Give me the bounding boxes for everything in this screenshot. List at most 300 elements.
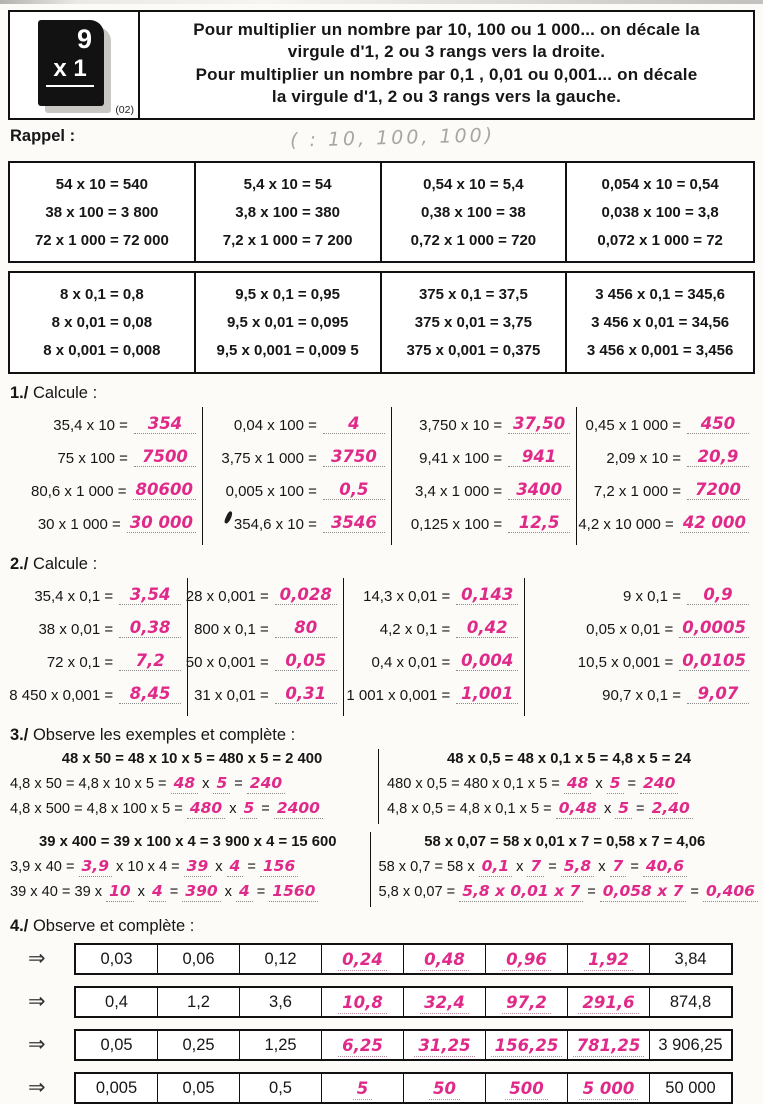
handwritten-part: 4 <box>149 882 166 902</box>
bold-example: 48 x 50 = 48 x 10 x 5 = 480 x 5 = 2 400 <box>61 750 323 767</box>
rule-line: Pour multiplier un nombre par 0,1 , 0,01 ou 0,001... on décale <box>195 64 698 84</box>
handwritten-answer: 3546 <box>323 515 385 534</box>
handwritten-answer: 781,25 <box>573 1036 645 1057</box>
flashcard <box>38 20 104 106</box>
rappel-column <box>196 163 382 261</box>
handwritten-part: 5,8 <box>561 857 594 877</box>
example-line: 0,38 x 100 = 38 <box>421 203 526 221</box>
problem <box>577 409 749 442</box>
problem-text: 3,75 x 1 000 = <box>221 449 317 467</box>
example-line: 3,8 x 100 = 380 <box>235 203 340 221</box>
problem <box>185 646 337 679</box>
flashcard-cell <box>10 12 140 118</box>
problem <box>14 580 181 613</box>
example-line: 0,72 x 1 000 = 720 <box>410 231 537 249</box>
rappel-column <box>10 163 196 261</box>
handwritten-cell <box>322 945 404 973</box>
sequence-table <box>74 1029 733 1061</box>
printed-part: = <box>627 775 637 792</box>
handwritten-part: 2400 <box>274 799 323 819</box>
problem <box>577 508 749 541</box>
handwritten-answer: 3750 <box>323 449 385 468</box>
printed-part: 4,8 x 500 = 4,8 x 100 x 5 = <box>10 800 183 817</box>
problem <box>203 442 385 475</box>
problem-text: 75 x 100 = <box>57 449 128 467</box>
section2-title <box>10 555 755 574</box>
handwritten-answer: 0,004 <box>456 653 518 672</box>
sequence-table <box>74 943 733 975</box>
handwritten-answer: 12,5 <box>508 515 570 534</box>
example-line: 8 x 0,01 = 0,08 <box>51 314 153 331</box>
exercise-line <box>10 774 374 792</box>
flashcard-bottom-number: x 1 <box>46 55 94 87</box>
example-column <box>371 832 756 907</box>
rule-line: virgule d'1, 2 ou 3 rangs vers la droite. <box>287 42 606 62</box>
handwritten-answer: 10,8 <box>338 993 387 1014</box>
exercise-line <box>10 799 374 817</box>
multiplication-flashcard-icon <box>38 20 122 116</box>
example-column <box>10 832 371 907</box>
example-line: 3 456 x 0,01 = 34,56 <box>591 314 730 331</box>
problem <box>392 409 570 442</box>
handwritten-part: 10 <box>106 882 134 902</box>
problem <box>188 679 337 712</box>
handwritten-answer: 1,92 <box>584 950 633 971</box>
handwritten-answer: 5 <box>353 1079 372 1100</box>
table-cell: 3 906,25 <box>658 1035 723 1054</box>
handwritten-part: 5 <box>213 774 230 794</box>
problem-text: 0,4 x 0,01 = <box>371 653 451 671</box>
problem <box>577 475 749 508</box>
problem <box>344 580 519 613</box>
problem <box>577 442 749 475</box>
table-cell: 0,05 <box>76 1031 158 1059</box>
table-cell: 0,5 <box>240 1074 322 1102</box>
printed-part: = <box>247 858 256 875</box>
problem-text: 9,41 x 100 = <box>419 449 503 467</box>
rappel-table-x10 <box>8 161 755 263</box>
section-label: Calcule : <box>32 554 98 573</box>
handwritten-cell <box>486 1031 568 1059</box>
exercise-column <box>525 578 755 716</box>
handwritten-cell <box>404 1074 486 1102</box>
printed-part: = <box>548 858 557 875</box>
handwritten-cell <box>486 945 568 973</box>
handwritten-answer: 20,9 <box>687 449 749 468</box>
problem-text: 28 x 0,001 = <box>185 587 269 605</box>
problem-text: 3,750 x 10 = <box>419 416 503 434</box>
problem-text: 4,2 x 0,1 = <box>379 620 451 638</box>
problem <box>392 442 570 475</box>
problem-text: 10,5 x 0,001 = <box>577 653 674 671</box>
printed-part: x <box>215 858 223 875</box>
rappel-label: Rappel : <box>10 127 76 145</box>
rappel-column <box>196 273 382 371</box>
exercise-column <box>344 578 526 716</box>
handwritten-answer: 97,2 <box>502 993 551 1014</box>
handwritten-answer: 0,9 <box>687 587 749 606</box>
handwritten-answer: 80 <box>275 620 337 639</box>
problem <box>525 613 749 646</box>
example-column <box>379 749 755 824</box>
double-arrow-icon: ⇒ <box>28 1033 46 1056</box>
rappel-column <box>567 163 753 261</box>
handwritten-answer: 4 <box>323 416 385 435</box>
example-line: 9,5 x 0,001 = 0,009 5 <box>216 341 359 359</box>
handwritten-part: 5 <box>615 799 632 819</box>
handwritten-answer: 31,25 <box>414 1036 474 1057</box>
handwritten-answer: 291,6 <box>578 993 638 1014</box>
handwritten-answer: 3400 <box>508 482 570 501</box>
rule-line: la virgule d'1, 2 ou 3 rangs vers la gauche. <box>271 87 622 107</box>
section-number: 2./ <box>10 554 29 573</box>
problem <box>14 646 181 679</box>
printed-part: = <box>256 883 266 900</box>
handwritten-answer: 37,50 <box>508 416 570 435</box>
double-arrow-icon: ⇒ <box>28 1076 46 1099</box>
sequence-row <box>28 1072 755 1104</box>
table-cell: 0,005 <box>76 1074 158 1102</box>
printed-part: = <box>169 883 179 900</box>
table-cell: 0,25 <box>158 1031 240 1059</box>
sequence-row <box>28 1029 755 1061</box>
sequence-table <box>74 986 733 1018</box>
printed-part: = <box>587 883 596 900</box>
printed-part: = <box>690 883 699 900</box>
problem-text: 72 x 0,1 = <box>46 653 114 671</box>
exercise-column <box>577 407 755 545</box>
problem-text: 30 x 1 000 = <box>37 515 121 533</box>
section3-title <box>10 726 755 745</box>
problem-text: 90,7 x 0,1 = <box>602 686 681 704</box>
problem <box>14 613 181 646</box>
handwritten-part: 240 <box>247 774 285 794</box>
handwritten-answer: 80600 <box>133 482 196 501</box>
handwritten-answer: 6,25 <box>338 1036 387 1057</box>
problem <box>344 679 519 712</box>
handwritten-part: 4 <box>227 857 244 877</box>
double-arrow-icon: ⇒ <box>28 947 46 970</box>
handwritten-answer: 9,07 <box>687 686 749 705</box>
bold-example: 48 x 0,5 = 48 x 0,1 x 5 = 4,8 x 5 = 24 <box>447 750 691 767</box>
problem-text: 35,4 x 10 = <box>53 416 128 434</box>
example-line: 3 456 x 0,001 = 3,456 <box>586 341 734 359</box>
sequence-row <box>28 986 755 1018</box>
example-line: 375 x 0,1 = 37,5 <box>418 286 528 304</box>
problem <box>203 409 385 442</box>
handwritten-part: 2,40 <box>649 799 693 819</box>
rule-text-cell <box>140 12 753 118</box>
handwritten-answer: 450 <box>687 416 749 435</box>
handwritten-answer: 7500 <box>134 449 196 468</box>
handwritten-part: 7 <box>610 857 627 877</box>
handwritten-answer: 0,42 <box>456 620 518 639</box>
handwritten-part: 0,1 <box>479 857 512 877</box>
example-line: 72 x 1 000 = 72 000 <box>34 231 169 249</box>
problem <box>525 580 749 613</box>
handwritten-answer: 0,24 <box>338 950 387 971</box>
problem-text: 9 x 0,1 = <box>623 587 681 605</box>
printed-part: 4,8 x 0,5 = 4,8 x 0,1 x 5 = <box>387 800 552 817</box>
section-label: Observe et complète : <box>32 916 195 935</box>
table-cell: 50 000 <box>665 1078 716 1097</box>
problem <box>14 442 196 475</box>
handwritten-cell <box>486 1074 568 1102</box>
table-cell: 1,25 <box>240 1031 322 1059</box>
problem <box>14 475 196 508</box>
exercise-column <box>185 578 344 716</box>
example-line: 9,5 x 0,1 = 0,95 <box>235 286 340 304</box>
section1-exercises <box>14 407 755 545</box>
example-column <box>10 749 379 824</box>
handwritten-answer: 0,028 <box>275 587 337 606</box>
handwritten-answer: 0,31 <box>275 686 337 705</box>
handwritten-answer: 156,25 <box>491 1036 563 1057</box>
printed-part: 480 x 0,5 = 480 x 0,1 x 5 = <box>387 775 560 792</box>
handwritten-answer: 8,45 <box>119 686 181 705</box>
handwritten-answer: 3,54 <box>119 587 181 606</box>
problem-text: 35,4 x 0,1 = <box>34 587 114 605</box>
exercise-column <box>9 578 188 716</box>
rappel-row <box>10 124 755 157</box>
problem-text: 2,09 x 10 = <box>606 449 681 467</box>
problem-text: 0,04 x 100 = <box>233 416 317 434</box>
handwritten-part: 480 <box>187 799 225 819</box>
exercise-column <box>14 407 203 545</box>
problem <box>525 646 749 679</box>
printed-part: = <box>261 800 270 817</box>
exercise-line <box>378 881 755 900</box>
handwritten-part: 39 <box>184 857 212 877</box>
example-line: 375 x 0,001 = 0,375 <box>406 341 541 359</box>
scan-edge-artifact <box>0 0 763 4</box>
handwritten-answer: 0,143 <box>456 587 518 606</box>
example-line: 8 x 0,001 = 0,008 <box>43 341 161 359</box>
handwritten-answer: 50 <box>429 1079 460 1100</box>
handwritten-part: 0,48 <box>556 799 600 819</box>
handwritten-answer: 7,2 <box>119 653 181 672</box>
example-line: 9,5 x 0,01 = 0,095 <box>226 314 349 331</box>
handwritten-answer: 5 000 <box>579 1079 639 1100</box>
example-line: 38 x 100 = 3 800 <box>45 203 159 221</box>
table-cell: 1,2 <box>158 988 240 1016</box>
rappel-column <box>10 273 196 371</box>
handwritten-answer: 32,4 <box>420 993 469 1014</box>
handwritten-part: 7 <box>527 857 544 877</box>
section4-title <box>10 917 755 936</box>
handwritten-cell <box>322 1074 404 1102</box>
section-label: Calcule : <box>32 383 98 402</box>
table-cell: 3,84 <box>674 949 707 968</box>
table-cell: 874,8 <box>669 992 712 1011</box>
problem-text: 4,2 x 10 000 = <box>578 515 674 533</box>
handwritten-cell <box>322 988 404 1016</box>
handwritten-part: 4 <box>236 882 253 902</box>
printed-part: = <box>630 858 639 875</box>
exercise-line <box>387 799 751 817</box>
sequence-row <box>28 943 755 975</box>
printed-part: = <box>636 800 645 817</box>
section-number: 4./ <box>10 916 29 935</box>
section-number: 1./ <box>10 383 29 402</box>
rappel-column <box>382 163 568 261</box>
handwritten-part: 48 <box>564 774 592 794</box>
problem-text: 0,125 x 100 = <box>410 515 503 533</box>
printed-part: 39 x 40 = 39 x <box>10 883 103 900</box>
problem <box>392 508 570 541</box>
section-label: Observe les exemples et complète : <box>32 725 296 744</box>
problem-text: 0,005 x 100 = <box>225 482 317 500</box>
printed-part: x <box>603 800 612 817</box>
table-cell: 0,4 <box>76 988 158 1016</box>
handwritten-part: 0,058 x 7 <box>600 882 687 902</box>
problem-text: 31 x 0,01 = <box>194 686 269 704</box>
exercise-column <box>203 407 392 545</box>
example-line: 0,54 x 10 = 5,4 <box>423 176 524 193</box>
example-line: 3 456 x 0,1 = 345,6 <box>595 286 725 304</box>
handwritten-part: 390 <box>182 882 220 902</box>
rappel-table-x01 <box>8 271 755 373</box>
problem-text: 0,05 x 0,01 = <box>586 620 674 638</box>
problem-text: 1 001 x 0,001 = <box>346 686 451 704</box>
bold-example: 58 x 0,07 = 58 x 0,01 x 7 = 0,58 x 7 = 4,06 <box>424 833 706 850</box>
problem <box>392 475 570 508</box>
exercise-column <box>392 407 577 545</box>
printed-part: x <box>137 883 145 900</box>
printed-part: 58 x 0,7 = 58 x <box>378 858 475 875</box>
section2-exercises <box>9 578 755 716</box>
handwritten-answer: 941 <box>508 449 570 468</box>
example-line: 5,4 x 10 = 54 <box>243 176 332 193</box>
section1-title <box>10 384 755 403</box>
handwritten-answer: 1,001 <box>456 686 518 705</box>
exercise-line <box>10 857 366 875</box>
double-arrow-icon: ⇒ <box>28 990 46 1013</box>
problem-text: 50 x 0,001 = <box>185 653 269 671</box>
handwritten-answer: 500 <box>505 1079 547 1100</box>
example-line: 375 x 0,01 = 3,75 <box>414 314 532 331</box>
problem-text: 7,2 x 1 000 = <box>593 482 681 500</box>
sequence-table <box>74 1072 733 1104</box>
problem <box>525 679 749 712</box>
problem-text: 354,6 x 10 = <box>233 515 317 533</box>
problem <box>185 580 337 613</box>
section3-block-2 <box>10 832 755 907</box>
handwritten-cell <box>404 1031 486 1059</box>
handwritten-answer: 0,38 <box>119 620 181 639</box>
handwritten-part: 3,9 <box>79 857 112 877</box>
handwritten-cell <box>486 988 568 1016</box>
example-line: 8 x 0,1 = 0,8 <box>59 286 144 304</box>
printed-part: x <box>202 775 210 792</box>
problem-text: 3,4 x 1 000 = <box>415 482 503 500</box>
printed-part: = <box>234 775 243 792</box>
table-cell: 0,05 <box>158 1074 240 1102</box>
problem-text: 0,45 x 1 000 = <box>585 416 681 434</box>
handwritten-part: 1560 <box>269 882 318 902</box>
exercise-line <box>387 774 751 792</box>
printed-part: 5,8 x 0,07 = <box>378 883 456 900</box>
handwritten-part: 48 <box>171 774 199 794</box>
problem-text: 80,6 x 1 000 = <box>31 482 127 500</box>
problem <box>14 508 196 541</box>
printed-part: x 10 x 4 = <box>115 858 180 875</box>
handwritten-answer: 30 000 <box>127 515 196 534</box>
handwritten-cell <box>568 1074 650 1102</box>
handwritten-answer: 0,48 <box>420 950 469 971</box>
table-cell: 0,06 <box>158 945 240 973</box>
handwritten-answer: 42 000 <box>680 515 749 534</box>
printed-part: x <box>598 858 606 875</box>
rappel-column <box>567 273 753 371</box>
table-cell: 0,12 <box>240 945 322 973</box>
handwritten-answer: 0,0005 <box>679 620 749 639</box>
printed-part: x <box>229 800 237 817</box>
problem <box>203 475 385 508</box>
table-cell: 0,03 <box>76 945 158 973</box>
handwritten-answer: 0,0105 <box>679 653 749 672</box>
handwritten-cell <box>404 988 486 1016</box>
problem <box>344 613 519 646</box>
problem <box>14 409 196 442</box>
printed-part: 3,9 x 40 = <box>10 858 75 875</box>
printed-part: x <box>224 883 232 900</box>
section3-block-1 <box>10 749 755 824</box>
handwritten-cell <box>568 1031 650 1059</box>
example-line: 54 x 10 = 540 <box>55 176 148 193</box>
problem-text: 14,3 x 0,01 = <box>363 587 451 605</box>
problem-text: 38 x 0,01 = <box>38 620 114 638</box>
example-line: 0,054 x 10 = 0,54 <box>601 176 719 193</box>
handwritten-part: 40,6 <box>643 857 687 877</box>
example-line: 0,072 x 1 000 = 72 <box>597 231 723 249</box>
flashcard-top-number: 9 <box>76 24 92 54</box>
exercise-line <box>10 882 366 900</box>
problem <box>344 646 519 679</box>
section-number: 3./ <box>10 725 29 744</box>
handwritten-answer: 354 <box>134 416 196 435</box>
rule-line: Pour multiplier un nombre par 10, 100 ou 1 000... on décale la <box>193 20 700 39</box>
problem <box>9 679 181 712</box>
handwritten-part: 5 <box>240 799 257 819</box>
handwritten-answer: 7200 <box>687 482 749 501</box>
handwritten-part: 0,406 <box>703 882 758 902</box>
handwritten-answer: 0,5 <box>323 482 385 501</box>
example-line: 0,038 x 100 = 3,8 <box>601 203 719 221</box>
handwritten-cell <box>568 945 650 973</box>
handwritten-part: 5,8 x 0,01 x 7 <box>459 882 583 902</box>
problem-text: 800 x 0,1 = <box>194 620 269 638</box>
printed-part: x <box>595 775 603 792</box>
bold-example: 39 x 400 = 39 x 100 x 4 = 3 900 x 4 = 15 600 <box>39 833 337 850</box>
handwritten-answer: 0,05 <box>275 653 337 672</box>
handwritten-part: 240 <box>640 774 678 794</box>
pencil-annotation: ( : 10, 100, 100) <box>289 124 496 152</box>
exercise-line <box>379 857 752 875</box>
problem-text: 8 450 x 0,001 = <box>9 686 114 704</box>
handwritten-part: 156 <box>260 857 298 877</box>
handwritten-answer: 0,96 <box>502 950 551 971</box>
handwritten-part: 5 <box>607 774 624 794</box>
table-cell: 3,6 <box>240 988 322 1016</box>
example-line: 7,2 x 1 000 = 7 200 <box>222 231 353 249</box>
problem <box>188 613 337 646</box>
header-box <box>8 10 755 120</box>
printed-part: x <box>516 858 524 875</box>
handwritten-cell <box>322 1031 404 1059</box>
rappel-column <box>382 273 568 371</box>
sheet-reference: (02) <box>115 104 134 116</box>
